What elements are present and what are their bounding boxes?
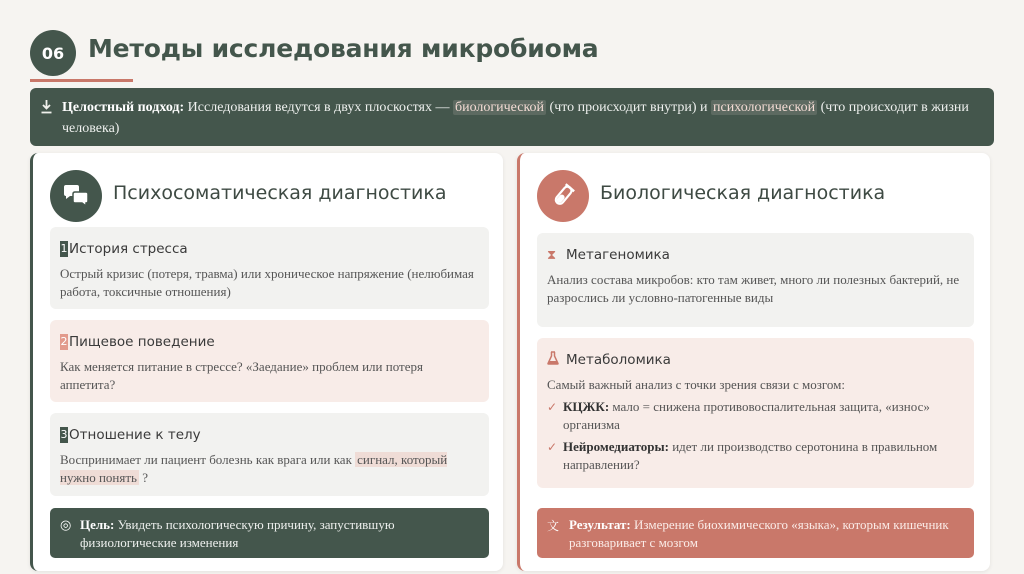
banner-highlight-biological: биологической bbox=[454, 100, 545, 115]
holistic-approach-banner bbox=[30, 88, 994, 146]
item-lead: КЦЖК: bbox=[563, 399, 610, 414]
card-text-part: ? bbox=[138, 470, 149, 485]
body-attitude-card bbox=[50, 413, 489, 496]
flask-icon bbox=[547, 351, 563, 369]
item-text: мало = снижена противовоспалительная защита, «износ» организма bbox=[563, 399, 930, 432]
list-item bbox=[547, 438, 962, 474]
step-number-badge: 2 bbox=[60, 335, 68, 348]
biological-title: Биологическая диагностика bbox=[600, 182, 886, 204]
list-item bbox=[547, 398, 962, 434]
stress-history-card bbox=[50, 227, 489, 309]
result-box bbox=[537, 508, 974, 558]
card-text: Самый важный анализ с точки зрения связи с мозгом: bbox=[547, 377, 846, 392]
item-lead: Нейромедиаторы: bbox=[563, 439, 669, 454]
banner-text-1: Исследования ведутся в двух плоскостях — bbox=[184, 100, 453, 115]
card-text bbox=[60, 451, 477, 487]
check-icon: ✓ bbox=[547, 400, 558, 414]
card-title: Метаболомика bbox=[566, 352, 671, 368]
test-tube-icon bbox=[537, 170, 589, 222]
goal-text: Увидеть психологическую причину, запустившую физиологические изменения bbox=[80, 517, 395, 550]
title-underline bbox=[30, 79, 133, 82]
section-number-badge: 06 bbox=[30, 30, 76, 76]
translate-icon: 文 bbox=[547, 519, 560, 533]
page-title: Методы исследования микробиома bbox=[88, 34, 599, 63]
psychosomatic-title: Психосоматическая диагностика bbox=[113, 182, 447, 204]
card-title: История стресса bbox=[69, 241, 188, 257]
slide-header bbox=[30, 28, 630, 84]
hourglass-icon: ⧗ bbox=[547, 247, 557, 263]
card-text-part: Воспринимает ли пациент болезнь как врага или как bbox=[60, 452, 356, 467]
metagenomics-card bbox=[537, 233, 974, 327]
banner-text-3: (что происходит в жизни человека) bbox=[62, 100, 969, 136]
target-icon: ◎ bbox=[60, 518, 72, 533]
card-title: Отношение к телу bbox=[69, 427, 201, 443]
card-text: Как меняется питание в стрессе? «Заедание» проблем или потеря аппетита? bbox=[60, 359, 423, 392]
chat-bubbles-icon bbox=[50, 170, 102, 222]
step-number-badge: 1 bbox=[60, 242, 68, 255]
card-text: Острый кризис (потеря, травма) или хроническое напряжение (нелюбимая работа, токсичные отношения) bbox=[60, 266, 474, 299]
goal-box bbox=[50, 508, 489, 558]
signal-highlight: сигнал, который нужно понять bbox=[60, 452, 448, 485]
psychosomatic-column bbox=[30, 153, 503, 571]
banner-highlight-psychological: психологической bbox=[713, 100, 816, 115]
eating-behavior-card bbox=[50, 320, 489, 402]
metabolomics-card bbox=[537, 338, 974, 488]
download-arrow-icon bbox=[40, 99, 54, 115]
card-title: Метагеномика bbox=[566, 247, 670, 263]
biological-column bbox=[517, 153, 990, 571]
step-number-badge: 3 bbox=[60, 428, 68, 441]
result-lead: Результат: bbox=[569, 517, 631, 532]
item-text: идет ли производство серотонина в правильном направлении? bbox=[563, 439, 938, 472]
card-title: Пищевое поведение bbox=[69, 334, 215, 350]
check-icon: ✓ bbox=[547, 440, 558, 454]
banner-lead: Целостный подход: bbox=[62, 100, 185, 115]
banner-text-2: (что происходит внутри) и bbox=[546, 100, 712, 115]
goal-lead: Цель: bbox=[80, 517, 115, 532]
result-text: Измерение биохимического «языка», которым кишечник разговаривает с мозгом bbox=[569, 517, 949, 550]
card-text: Анализ состава микробов: кто там живет, много ли полезных бактерий, не разрослись ли условно-патогенные виды bbox=[547, 272, 960, 305]
